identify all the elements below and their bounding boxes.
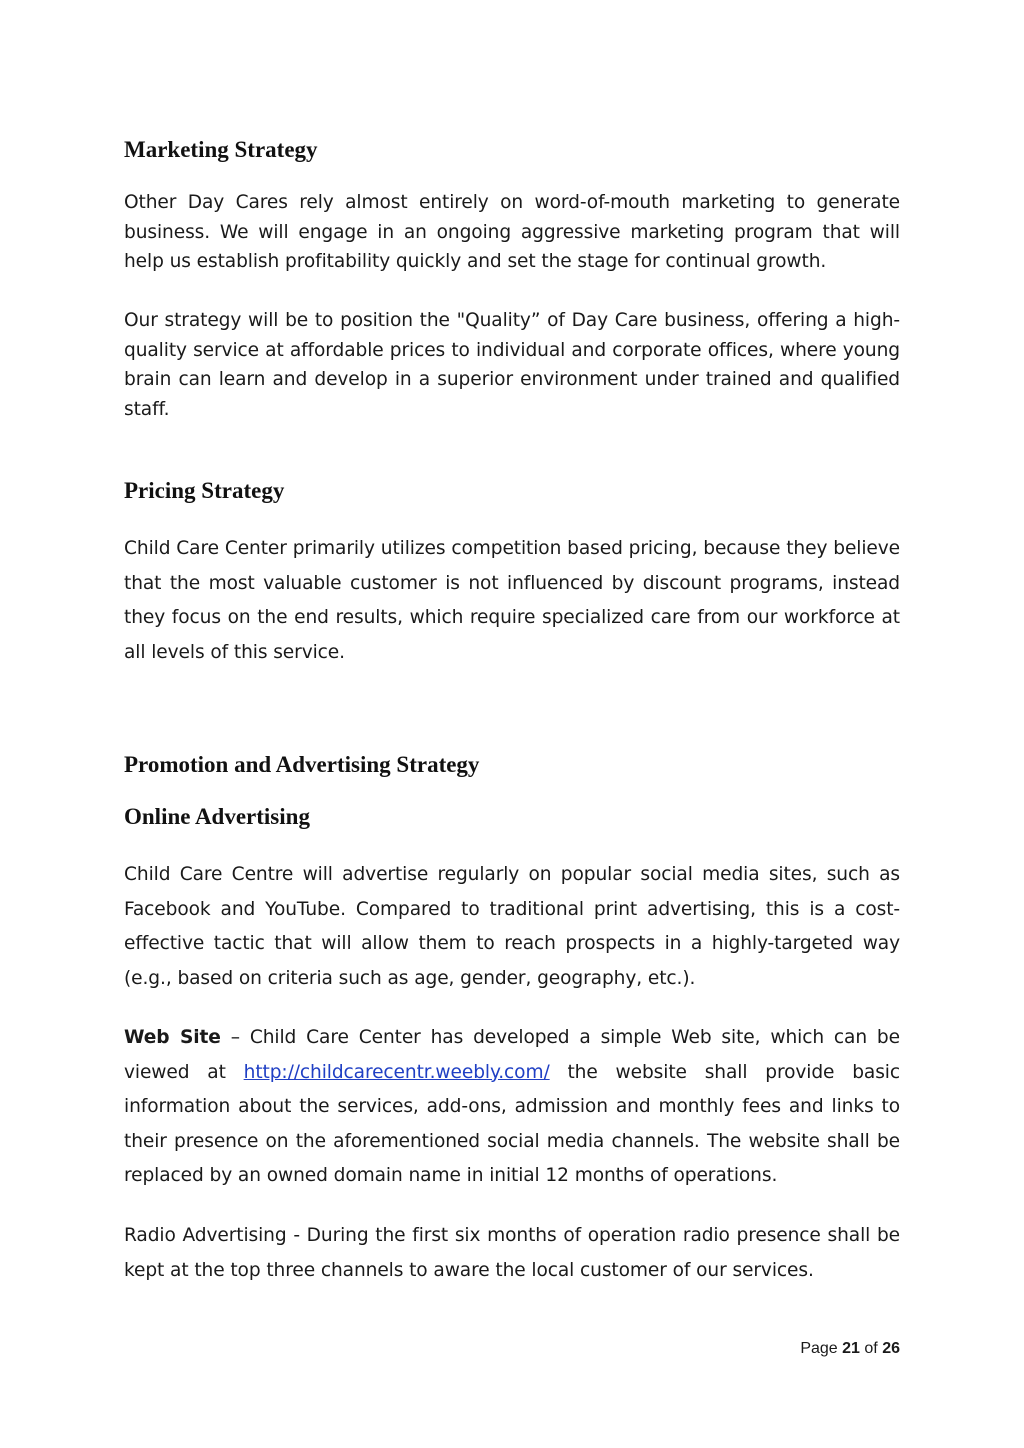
marketing-paragraph-2: Our strategy will be to position the "Quality” of Day Care business, offering a high-quality service at affordable prices to individual and corporate offices, where young brain can learn and develop in a superior environment under trained and qualified staff. (124, 310, 900, 420)
marketing-paragraph-1: Other Day Cares rely almost entirely on word-of-mouth marketing to generate business. We will engage in an ongoing aggressive marketing program that will help us establish profitability quickly and set the stage for continual growth. (124, 192, 900, 272)
document-page (124, 0, 900, 1448)
pricing-paragraph: Child Care Center primarily utilizes competition based pricing, because they believe that the most valuable customer is not influenced by discount programs, instead they focus on the end results, which require specialized care from our workforce at all levels of this service. (124, 538, 900, 663)
website-label: Web Site (124, 1027, 221, 1048)
of-label: of (864, 1340, 878, 1357)
page-label: Page (800, 1340, 838, 1357)
website-text-before: – Child Care Center has developed a simple Web site, which can be viewed at (124, 1027, 900, 1083)
marketing-strategy-heading: Marketing Strategy (124, 137, 318, 162)
website-text-after: the website shall provide basic information about the services, add-ons, admission and monthly fees and links to their presence on the aforementioned social media channels. The website shall be replaced by an owned domain name in initial 12 months of operations. (124, 1061, 900, 1186)
promotion-advertising-heading: Promotion and Advertising Strategy (124, 752, 480, 777)
website-paragraph (124, 1021, 900, 1194)
page-footer (800, 1340, 900, 1358)
radio-advertising-paragraph: Radio Advertising - During the first six months of operation radio presence shall be kept at the top three channels to aware the local customer of our services. (124, 1225, 900, 1281)
online-advertising-paragraph: Child Care Centre will advertise regularly on popular social media sites, such as Facebook and YouTube. Compared to traditional print advertising, this is a cost-effective tactic that will allow them to reach prospects in a highly-targeted way (e.g., based on criteria such as age, gender, geography, etc.). (124, 864, 900, 989)
website-link[interactable]: http://childcarecentr.weebly.com/ (243, 1061, 550, 1083)
page-number: 21 (842, 1340, 860, 1357)
total-pages: 26 (882, 1340, 900, 1357)
pricing-strategy-heading: Pricing Strategy (124, 478, 285, 503)
online-advertising-subheading: Online Advertising (124, 804, 310, 829)
